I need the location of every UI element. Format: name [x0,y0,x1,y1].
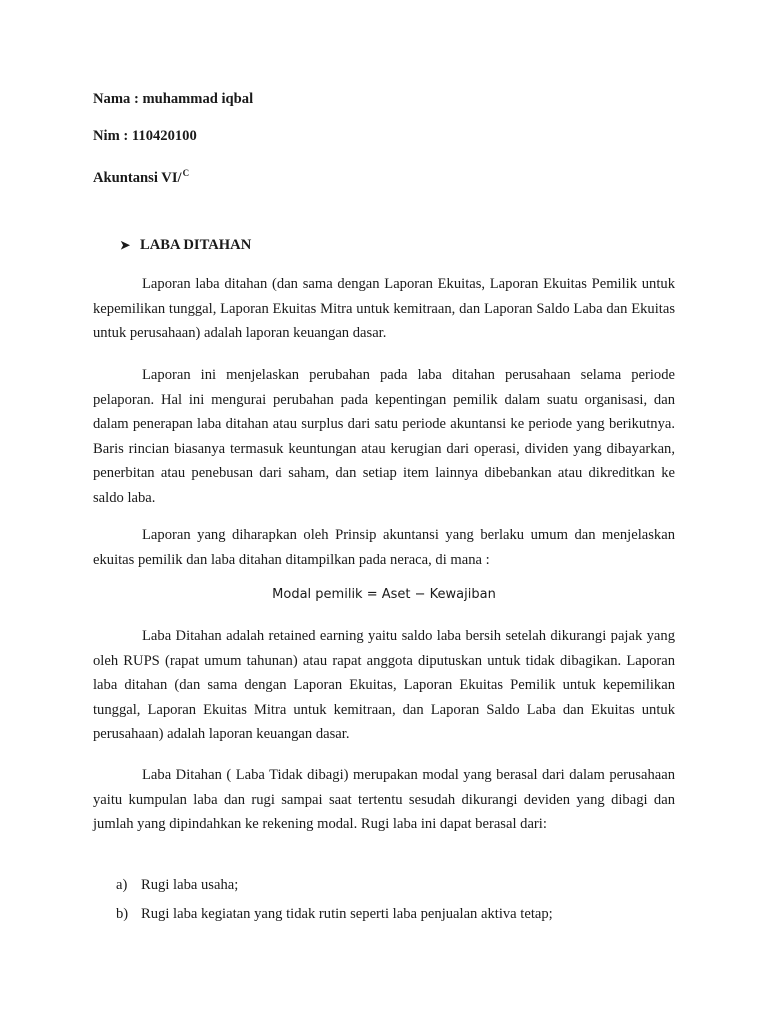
list-item [116,876,553,905]
paragraph-1: Laporan laba ditahan (dan sama dengan Laporan Ekuitas, Laporan Ekuitas Pemilik untuk kepemilikan tunggal, Laporan Ekuitas Mitra untuk kemitraan, dan Laporan Saldo Laba dan Ekuitas untuk perusahaan) adalah laporan keuangan dasar. [93,276,675,341]
paragraph-5: Laba Ditahan ( Laba Tidak dibagi) merupakan modal yang berasal dari dalam perusahaan yaitu kumpulan laba dan rugi sampai saat tertentu sesudah dikurangi deviden yang dibagi dan jumlah yang dipindahkan ke rekening modal. Rugi laba ini dapat berasal dari: [93,767,675,832]
list-item [116,905,553,934]
student-name: Nama : muhammad iqbal [93,91,254,107]
paragraph-4: Laba Ditahan adalah retained earning yaitu saldo laba bersih setelah dikurangi pajak yang oleh RUPS (rapat umum tahunan) atau rapat anggota diputuskan untuk tidak dibagikan. Laporan laba ditahan (dan sama dengan Laporan Ekuitas, Laporan Ekuitas Pemilik untuk kepemilikan tunggal, Laporan Ekuitas Mitra untuk kemitraan, dan Laporan Saldo Laba dan Ekuitas untuk perusahaan) adalah laporan keuangan dasar. [93,628,675,742]
list-item-text: Rugi laba kegiatan yang tidak rutin seperti laba penjualan aktiva tetap; [141,906,553,922]
student-nim: Nim : 110420100 [93,128,197,144]
class-text: Akuntansi VI/ [93,170,182,186]
section-heading [120,236,251,254]
student-class [93,164,189,187]
class-superscript: C [182,168,190,178]
arrowhead-bullet-icon: ➤ [120,238,131,252]
paragraph-2: Laporan ini menjelaskan perubahan pada laba ditahan perusahaan selama periode pelaporan. Hal ini mengurai perubahan pada kepentingan pemilik dalam suatu organisasi, dan dalam penerapan laba ditahan atau surplus dari satu periode akuntansi ke periode yang berikutnya. Baris rincian biasanya termasuk keuntungan atau kerugian dari operasi, dividen yang dibayarkan, penerbitan atau penebusan dari saham, dan setiap item lainnya dibebankan atau dikreditkan ke saldo laba. [93,367,675,506]
source-list [116,876,553,934]
equity-formula: Modal pemilik = Aset − Kewajiban [272,587,496,602]
paragraph-3: Laporan yang diharapkan oleh Prinsip akuntansi yang berlaku umum dan menjelaskan ekuitas pemilik dan laba ditahan ditampilkan pada neraca, di mana : [93,527,675,568]
list-item-text: Rugi laba usaha; [141,877,239,893]
list-marker: b) [116,906,129,922]
list-marker: a) [116,877,128,893]
section-heading-text: LABA DITAHAN [140,237,252,253]
